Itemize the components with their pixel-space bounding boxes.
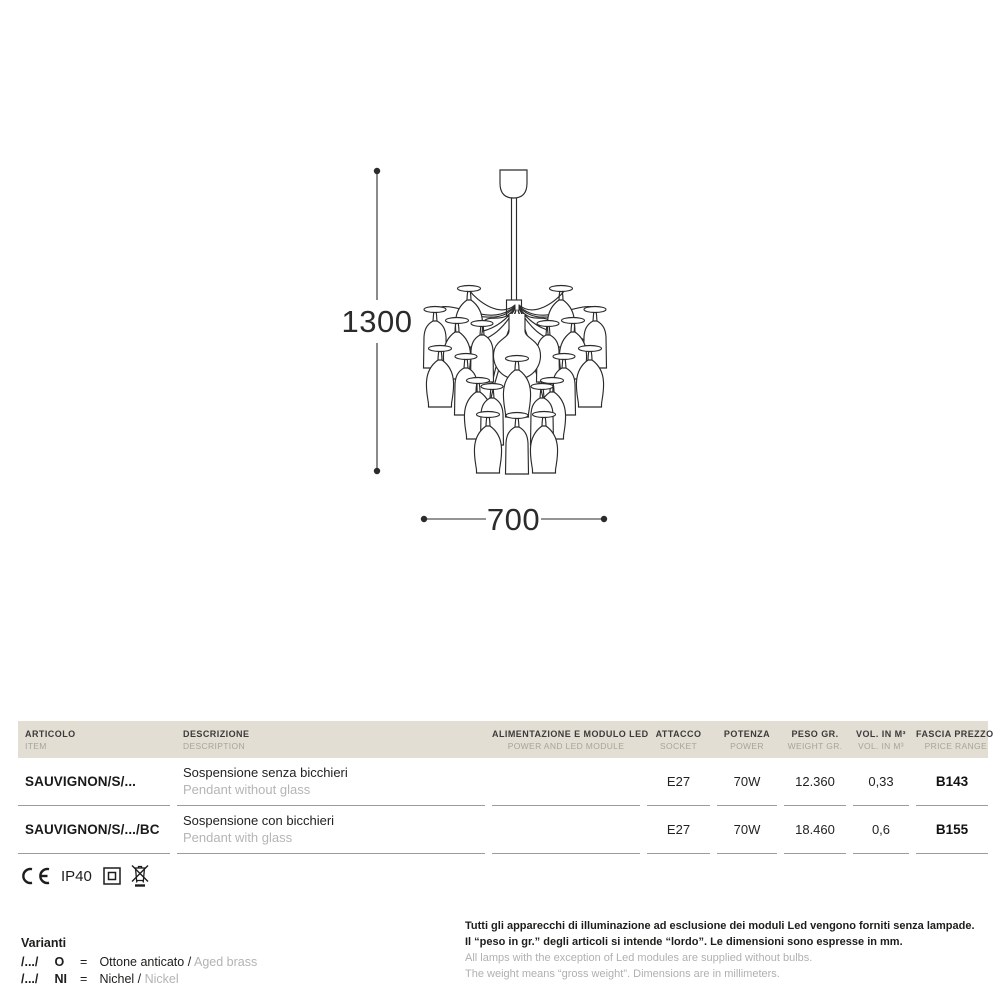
height-dimension-label: 1300 xyxy=(341,304,413,339)
col-header-it: POTENZA xyxy=(723,729,771,739)
col-header-en: ITEM xyxy=(25,741,47,751)
footnote-line-it: Il “peso in gr.” degli articoli si intende “lordo”. Le dimensioni sono espresse in mm. xyxy=(465,936,903,948)
col-header-en: DESCRIPTION xyxy=(183,741,245,751)
variants-title: Varianti xyxy=(21,936,67,950)
ceiling-canopy xyxy=(500,170,527,198)
led-module-cell xyxy=(492,758,640,806)
variant-finish-en: Nickel xyxy=(144,972,179,986)
variant-item xyxy=(21,954,257,971)
weee-bin-icon xyxy=(130,864,150,888)
chandelier-technical-drawing xyxy=(340,150,670,550)
spec-table-header xyxy=(18,721,994,758)
footnote-line-en: The weight means “gross weight”. Dimensions are in millimeters. xyxy=(465,968,780,980)
col-header-peso xyxy=(784,729,846,758)
col-header-en: PRICE RANGE xyxy=(924,741,987,751)
footnote-line-it: Tutti gli apparecchi di illuminazione ad esclusione dei moduli Led vengono forniti senza lampade. xyxy=(465,920,975,932)
table-row xyxy=(18,806,988,854)
col-header-en: POWER AND LED MODULE xyxy=(507,741,625,751)
variant-suffix: NI xyxy=(54,972,67,986)
item-code: SAUVIGNON/S/.../BC xyxy=(18,806,170,854)
class-ii-icon xyxy=(103,867,121,885)
price-range-cell: B143 xyxy=(916,758,988,806)
socket-cell: E27 xyxy=(647,758,710,806)
col-header-potenza xyxy=(717,729,777,758)
table-row xyxy=(18,758,988,806)
variant-code: /.../ xyxy=(21,972,39,986)
dimension-dot xyxy=(601,516,607,522)
certification-icons xyxy=(19,864,150,888)
col-header-it: FASCIA PREZZO xyxy=(916,729,994,739)
drop-rod xyxy=(512,198,517,300)
price-range-cell: B155 xyxy=(916,806,988,854)
led-module-cell xyxy=(492,806,640,854)
col-header-it: PESO GR. xyxy=(791,729,839,739)
variants-block xyxy=(21,935,257,988)
equals-sign: = xyxy=(79,955,88,969)
dimension-dot xyxy=(421,516,427,522)
col-header-en: WEIGHT GR. xyxy=(787,741,843,751)
col-header-it: ALIMENTAZIONE E MODULO LED xyxy=(492,729,649,739)
variant-code: /.../ xyxy=(21,955,39,969)
col-header-it: DESCRIZIONE xyxy=(183,729,250,739)
col-header-descrizione xyxy=(177,729,485,758)
chandelier-outline xyxy=(424,170,607,474)
width-dimension-label: 700 xyxy=(486,502,541,537)
variant-finish-it: Nichel / xyxy=(99,972,142,986)
footnote-line-en: All lamps with the exception of Led modules are supplied without bulbs. xyxy=(465,952,813,964)
footnote-block xyxy=(465,918,995,982)
power-cell: 70W xyxy=(717,806,777,854)
variant-finish-it: Ottone anticato / xyxy=(99,955,192,969)
col-header-en: SOCKET xyxy=(659,741,698,751)
socket-cell: E27 xyxy=(647,806,710,854)
item-description xyxy=(177,758,485,806)
variant-item xyxy=(21,971,257,988)
ce-mark-icon xyxy=(19,867,52,885)
col-header-attacco xyxy=(647,729,710,758)
item-code: SAUVIGNON/S/... xyxy=(18,758,170,806)
col-header-it: ARTICOLO xyxy=(25,729,76,739)
col-header-it: ATTACCO xyxy=(655,729,702,739)
variant-suffix: O xyxy=(54,955,65,969)
weight-cell: 18.460 xyxy=(784,806,846,854)
col-header-en: VOL. IN M³ xyxy=(857,741,904,751)
ip-rating-label: IP40 xyxy=(61,867,92,885)
col-header-fascia-prezzo xyxy=(916,729,994,758)
equals-sign: = xyxy=(79,972,88,986)
col-header-articolo xyxy=(18,729,170,758)
volume-cell: 0,6 xyxy=(853,806,909,854)
col-header-it: VOL. IN M³ xyxy=(856,729,906,739)
description-en: Pendant without glass xyxy=(183,781,311,797)
item-description xyxy=(177,806,485,854)
description-en: Pendant with glass xyxy=(183,829,293,845)
variant-finish-en: Aged brass xyxy=(193,955,258,969)
dimension-dot xyxy=(374,468,380,474)
col-header-volume xyxy=(853,729,909,758)
col-header-alimentazione xyxy=(492,729,649,758)
dimension-dot xyxy=(374,168,380,174)
description-it: Sospensione con bicchieri xyxy=(183,813,335,828)
description-it: Sospensione senza bicchieri xyxy=(183,765,348,780)
weight-cell: 12.360 xyxy=(784,758,846,806)
col-header-en: POWER xyxy=(730,741,764,751)
power-cell: 70W xyxy=(717,758,777,806)
volume-cell: 0,33 xyxy=(853,758,909,806)
